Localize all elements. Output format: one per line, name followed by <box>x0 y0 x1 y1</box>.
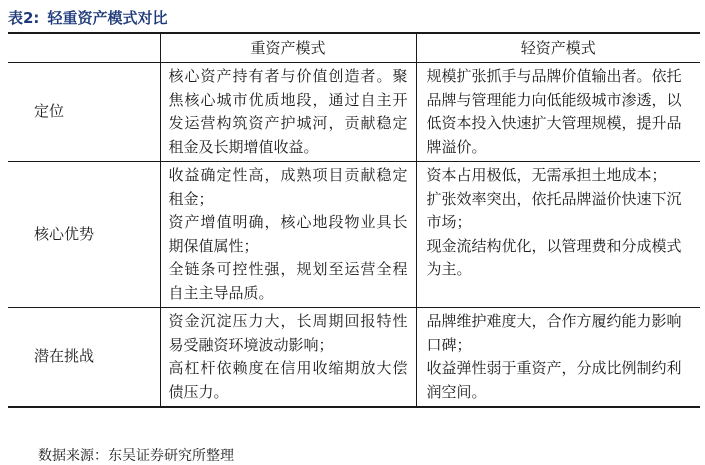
cell-text: 全链条可控性强，规划至运营全程自主主导品质。 <box>168 260 408 302</box>
cell-text: 现金流结构优化，以管理费和分成模式为主。 <box>426 236 682 278</box>
cell-text: 核心资产持有者与价值创造者。聚焦核心城市优质地段，通过自主开发运营构筑资产护城河，贡献稳定租金及长期增值收益。 <box>168 67 408 156</box>
row-label-core-advantage: 核心优势 <box>8 162 160 308</box>
cell-text: 高杠杆依赖度在信用收缩期放大偿债压力。 <box>168 359 408 401</box>
table-title: 轻重资产模式对比 <box>47 9 168 27</box>
table-row <box>8 162 700 308</box>
cell-text: 收益确定性高，成熟项目贡献稳定租金； <box>168 166 408 208</box>
cell-text: 资金沉淀压力大，长周期回报特性易受融资环境波动影响； <box>168 312 408 354</box>
cell-light <box>416 63 700 162</box>
cell-heavy <box>160 63 416 162</box>
data-source-note: 数据来源：东吴证券研究所整理 <box>38 448 234 464</box>
row-label-challenges: 潜在挑战 <box>8 308 160 408</box>
cell-text: 资产增值明确，核心地段物业具长期保值属性； <box>168 213 408 255</box>
cell-text: 资本占用极低，无需承担土地成本； <box>426 166 667 184</box>
table-row <box>8 63 700 162</box>
cell-light <box>416 308 700 408</box>
cell-light <box>416 162 700 308</box>
cell-text: 品牌维护难度大，合作方履约能力影响口碑； <box>426 312 682 354</box>
row-label-positioning: 定位 <box>8 63 160 162</box>
cell-heavy <box>160 162 416 308</box>
cell-text: 扩张效率突出，依托品牌溢价快速下沉市场； <box>426 189 682 231</box>
table-caption <box>8 6 175 30</box>
header-light-asset: 轻资产模式 <box>416 33 700 63</box>
table-number: 表2: <box>8 9 40 27</box>
comparison-table <box>8 32 700 408</box>
cell-heavy <box>160 308 416 408</box>
header-empty <box>8 33 160 63</box>
header-heavy-asset: 重资产模式 <box>160 33 416 63</box>
table-header-row <box>8 33 700 63</box>
cell-text: 规模扩张抓手与品牌价值输出者。依托品牌与管理能力向低能级城市渗透，以低资本投入快速扩大管理规模，提升品牌溢价。 <box>426 67 682 156</box>
table-row <box>8 308 700 408</box>
cell-text: 收益弹性弱于重资产，分成比例制约利润空间。 <box>426 359 682 401</box>
